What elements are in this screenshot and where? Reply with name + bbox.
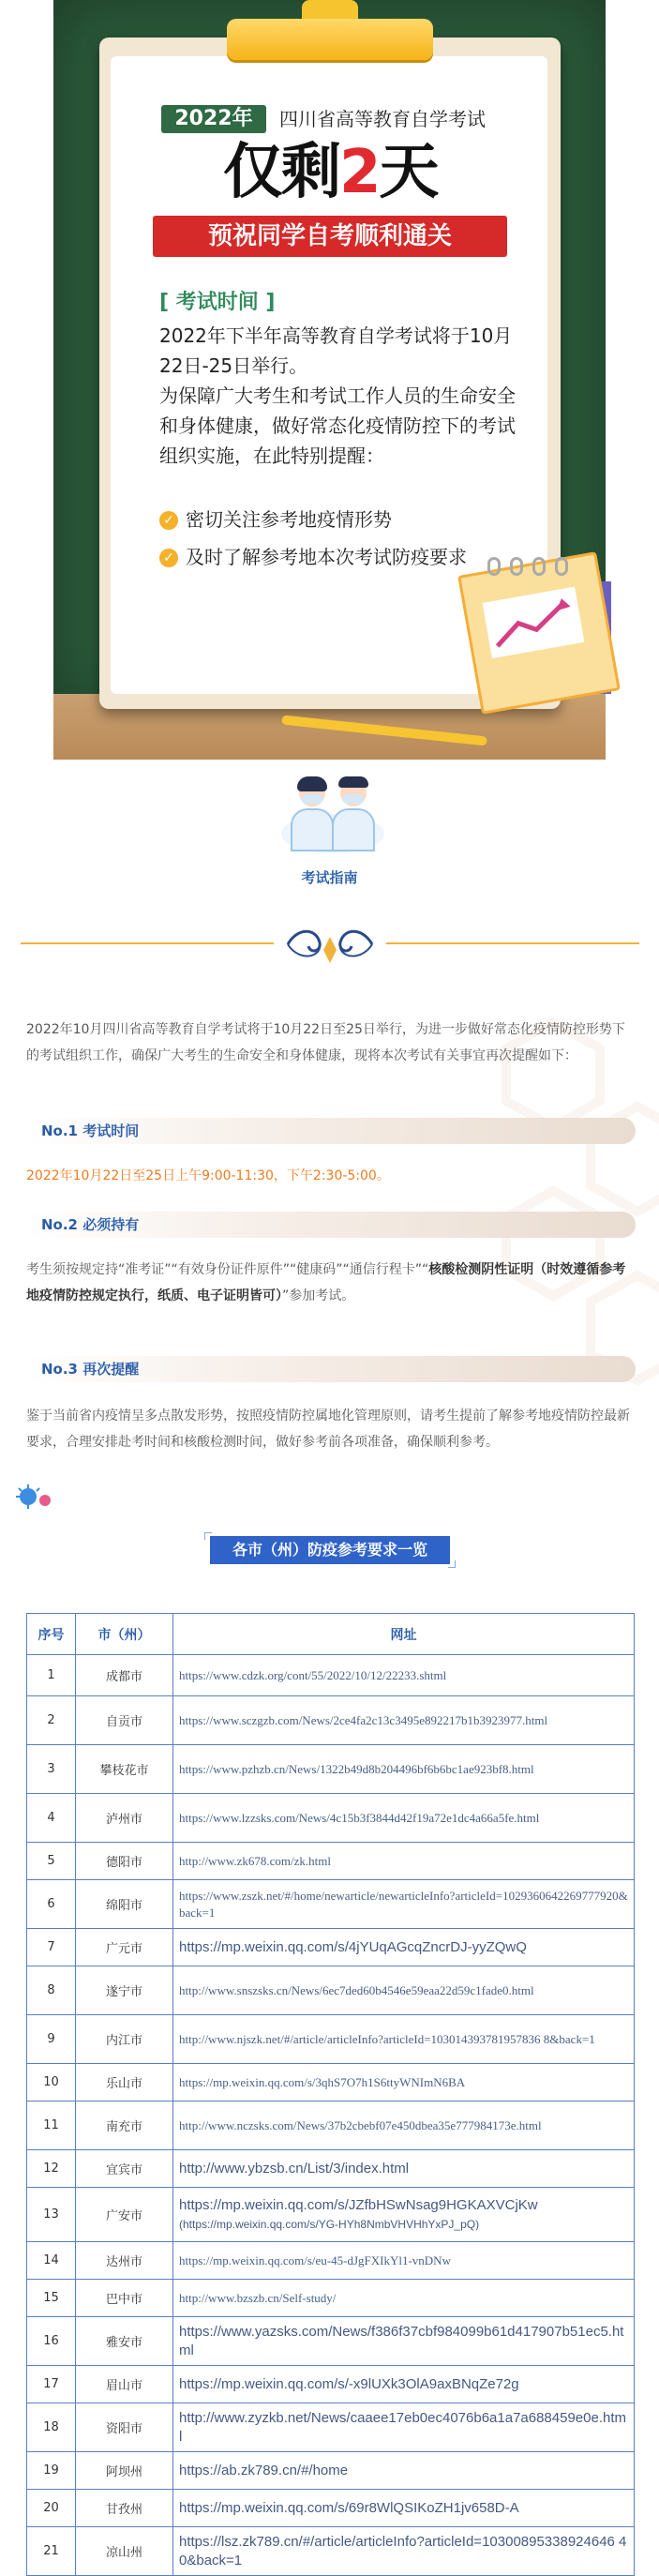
- countdown-prefix: 仅剩: [223, 138, 339, 207]
- row-url-link[interactable]: https://www.cdzk.org/cont/55/2022/10/12/22233.shtml: [179, 1667, 447, 1682]
- row-city: 眉山市: [76, 2366, 173, 2403]
- row-number: 13: [27, 2188, 76, 2242]
- table-row: [27, 1696, 635, 1745]
- section-label: No.3 再次提醒: [41, 1361, 140, 1378]
- row-url-link[interactable]: https://mp.weixin.qq.com/s/JZfbHSwNsag9HGKAXVCjKw: [179, 2196, 538, 2213]
- row-url-link[interactable]: http://www.snszsks.cn/News/6ec7ded60b4546e59eaa22d59c1fade0.html: [179, 1982, 534, 1997]
- header-city: 市（州）: [76, 1614, 173, 1655]
- row-url-alt-link[interactable]: (https://mp.weixin.qq.com/s/YG-HYh8NmbVHVHhYxPJ_pQ): [179, 2217, 480, 2231]
- intro-paragraph: 2022年10月四川省高等教育自学考试将于10月22日至25日举行，为进一步做好常态化疫情防控形势下的考试组织工作，确保广大考生的生命安全和身体健康，现将本次考试有关事宜再次提醒如下：: [26, 1022, 625, 1063]
- row-city: 泸州市: [76, 1794, 173, 1843]
- row-number: 1: [27, 1655, 76, 1696]
- row-number: 2: [27, 1696, 76, 1745]
- row-url-cell: [173, 2101, 635, 2150]
- row-url-cell: [173, 2015, 635, 2064]
- row-city: 德阳市: [76, 1843, 173, 1880]
- row-url-cell: [173, 2366, 635, 2403]
- row-url-cell: [173, 1696, 635, 1745]
- virus-icon: [15, 1482, 56, 1512]
- table-row: [27, 2366, 635, 2403]
- hero-paragraph-1: 2022年下半年高等教育自学考试将于10月22日-25日举行。: [159, 324, 513, 377]
- row-number: 10: [27, 2064, 76, 2101]
- row-url-link[interactable]: http://www.nczsks.com/News/37b2cbebf07e450dbea35e777984173e.html: [179, 2117, 542, 2132]
- row-number: 9: [27, 2015, 76, 2064]
- hero-paragraph-2: 为保障广大考生和考试工作人员的生命安全和身体健康，做好常态化疫情防控下的考试组织实施，在此特别提醒：: [159, 384, 516, 467]
- row-city: 达州市: [76, 2242, 173, 2280]
- row-number: 5: [27, 1843, 76, 1880]
- table-row: [27, 1843, 635, 1880]
- hero-org: 四川省高等教育自学考试: [279, 108, 486, 130]
- hero-poster: [0, 0, 659, 760]
- row-url-link[interactable]: https://mp.weixin.qq.com/s/69r8WlQSIKoZH1jv658D-A: [179, 2499, 519, 2516]
- row-number: 8: [27, 1966, 76, 2015]
- row-url-link[interactable]: http://www.ybzsb.cn/List/3/index.html: [179, 2160, 410, 2177]
- row-number: 12: [27, 2150, 76, 2188]
- header-url: 网址: [173, 1614, 635, 1655]
- table-row: [27, 1880, 635, 1929]
- ornament-divider: [21, 924, 639, 965]
- table-row: [27, 1794, 635, 1843]
- table-row: [27, 1966, 635, 2015]
- section-label: No.1 考试时间: [41, 1122, 140, 1139]
- bullet-text: 密切关注参考地疫情形势: [186, 508, 392, 531]
- row-city: 巴中市: [76, 2280, 173, 2317]
- row-url-cell: [173, 2188, 635, 2242]
- table-row: [27, 2452, 635, 2490]
- row-city: 成都市: [76, 1655, 173, 1696]
- row-url-cell: [173, 2490, 635, 2527]
- must-hold-highlight: 核酸检测阴性证明（时效遵循参考地疫情防控规定执行，纸质、电子证明皆可）: [26, 1262, 626, 1303]
- row-url-cell: [173, 1843, 635, 1880]
- row-url-link[interactable]: http://www.zyzkb.net/News/caaee17eb0ec4076b6a1a7a688459e0e.html: [179, 2409, 627, 2445]
- row-city: 攀枝花市: [76, 1745, 173, 1794]
- clipboard-clip: [227, 19, 433, 60]
- row-number: 18: [27, 2403, 76, 2452]
- row-number: 21: [27, 2527, 76, 2576]
- row-city: 乐山市: [76, 2064, 173, 2101]
- table-row: [27, 2064, 635, 2101]
- row-url-cell: [173, 1880, 635, 1929]
- section-bar-time: [26, 1118, 636, 1144]
- row-city: 广元市: [76, 1929, 173, 1966]
- table-row: [27, 2280, 635, 2317]
- check-icon: ✓: [159, 549, 178, 567]
- must-hold-paragraph: [26, 1257, 634, 1309]
- row-city: 遂宁市: [76, 1966, 173, 2015]
- row-url-link[interactable]: https://mp.weixin.qq.com/s/4jYUqAGcqZncrDJ-yyZQwQ: [179, 1938, 527, 1955]
- row-url-cell: [173, 1966, 635, 2015]
- row-url-cell: [173, 2242, 635, 2280]
- table-row: [27, 2527, 635, 2576]
- table-row: [27, 2188, 635, 2242]
- row-url-cell: [173, 2280, 635, 2317]
- row-number: 11: [27, 2101, 76, 2150]
- table-row: [27, 2150, 635, 2188]
- table-row: [27, 1655, 635, 1696]
- table-row: [27, 2101, 635, 2150]
- row-url-link[interactable]: https://www.zszk.net/#/home/newarticle/newarticleInfo?articleId=1029360642269777920&back=1: [179, 1888, 628, 1920]
- row-url-cell: [173, 1745, 635, 1794]
- row-url-link[interactable]: http://www.bzszb.cn/Self-study/: [179, 2290, 337, 2305]
- row-url-cell: [173, 2452, 635, 2490]
- doctors-illustration: [281, 778, 384, 853]
- header-no: 序号: [27, 1614, 76, 1655]
- row-url-cell: [173, 1794, 635, 1843]
- bullet-item: [159, 506, 392, 533]
- table-row: [27, 1929, 635, 1966]
- row-city: 阿坝州: [76, 2452, 173, 2490]
- row-number: 3: [27, 1745, 76, 1794]
- table-row: [27, 2242, 635, 2280]
- row-url-link[interactable]: https://mp.weixin.qq.com/s/-x9lUXk3OlA9axBNqZe72g: [179, 2375, 519, 2392]
- section-bar-must-hold: [26, 1212, 636, 1238]
- check-icon: ✓: [159, 511, 178, 530]
- doctor-female-icon: [291, 778, 334, 851]
- row-number: 17: [27, 2366, 76, 2403]
- bullet-item: [159, 544, 467, 570]
- year-badge: 2022年: [161, 105, 266, 133]
- row-url-link[interactable]: https://ab.zk789.cn/#/home: [179, 2462, 349, 2478]
- exam-time-text: 2022年10月22日至25日上午9:00-11:30，下午2:30-5:00。: [26, 1168, 390, 1183]
- row-url-link[interactable]: https://www.lzzsks.com/News/4c15b3f3844d42f19a72e1dc4a66a5fe.html: [179, 1810, 540, 1825]
- row-number: 14: [27, 2242, 76, 2280]
- notebook-chart-illustration: [457, 551, 621, 715]
- doctor-male-icon: [332, 778, 375, 851]
- row-city: 自贡市: [76, 1696, 173, 1745]
- table-row: [27, 2317, 635, 2366]
- guide-title: 考试指南: [301, 869, 358, 886]
- bullet-text: 及时了解参考地本次考试防疫要求: [186, 546, 467, 568]
- table-row: [27, 2403, 635, 2452]
- left-margin: [0, 0, 53, 760]
- row-number: 15: [27, 2280, 76, 2317]
- countdown-suffix: 天: [379, 138, 438, 207]
- table-header-row: [27, 1614, 635, 1655]
- row-city: 绵阳市: [76, 1880, 173, 1929]
- row-city: 南充市: [76, 2101, 173, 2150]
- table-row: [27, 1745, 635, 1794]
- row-url-cell: [173, 2150, 635, 2188]
- row-url-cell: [173, 2064, 635, 2101]
- must-hold-text: 考生须按规定持“准考证”“有效身份证件原件”“健康码”“通信行程卡”“: [26, 1262, 429, 1277]
- countdown-number: 2: [339, 138, 380, 207]
- row-url-link[interactable]: https://mp.weixin.qq.com/s/3qhS7O7h1S6ttyWNImN6BA: [179, 2074, 466, 2089]
- row-city: 广安市: [76, 2188, 173, 2242]
- table-title: 各市（州）防疫参考要求一览: [210, 1536, 450, 1564]
- row-number: 6: [27, 1880, 76, 1929]
- right-margin: [606, 0, 659, 760]
- row-number: 4: [27, 1794, 76, 1843]
- row-url-link[interactable]: http://www.njszk.net/#/article/articleInfo?articleId=103014393781957836 8&back=1: [179, 2031, 595, 2046]
- table-title-box: [204, 1532, 456, 1568]
- row-city: 凉山州: [76, 2527, 173, 2576]
- countdown-title: [223, 139, 438, 206]
- row-url-link[interactable]: https://lsz.zk789.cn/#/article/articleInfo?articleId=10300895338924646 40&back=1: [179, 2533, 627, 2568]
- ornament-swirl-icon: [278, 924, 382, 965]
- row-number: 19: [27, 2452, 76, 2490]
- city-requirements-table: [26, 1613, 635, 2576]
- reminder-paragraph: 鉴于当前省内疫情呈多点散发形势，按照疫情防控属地化管理原则，请考生提前了解参考地疫情防控最新要求，合理安排赴考时间和核酸检测时间，做好参考前各项准备，确保顺利参考。: [26, 1409, 630, 1450]
- row-city: 雅安市: [76, 2317, 173, 2366]
- exam-time-tag: [ 考试时间 ]: [159, 291, 276, 314]
- must-hold-text-end: ”参加考试。: [282, 1288, 355, 1303]
- row-url-cell: [173, 2527, 635, 2576]
- row-url-link[interactable]: http://www.zk678.com/zk.html: [179, 1853, 331, 1868]
- row-number: 7: [27, 1929, 76, 1966]
- row-city: 资阳市: [76, 2403, 173, 2452]
- row-url-link[interactable]: https://mp.weixin.qq.com/s/eu-45-dJgFXIkYl1-vnDNw: [179, 2252, 451, 2267]
- row-url-cell: [173, 1655, 635, 1696]
- row-url-cell: [173, 2403, 635, 2452]
- section-bar-reminder: [26, 1356, 636, 1382]
- row-number: 20: [27, 2490, 76, 2527]
- row-city: 内江市: [76, 2015, 173, 2064]
- row-url-link[interactable]: https://www.sczgzb.com/News/2ce4fa2c13c3495e892217b1b3923977.html: [179, 1712, 548, 1727]
- section-label: No.2 必须持有: [41, 1216, 140, 1233]
- row-url-link[interactable]: https://www.pzhzb.cn/News/1322b49d8b204496bf6b6bc1ae923bf8.html: [179, 1761, 534, 1776]
- row-url-link[interactable]: https://www.yazsks.com/News/f386f37cbf984099b61d417907b51ec5.html: [179, 2323, 624, 2358]
- row-number: 16: [27, 2317, 76, 2366]
- wish-banner: 预祝同学自考顺利通关: [153, 216, 507, 257]
- table-row: [27, 2490, 635, 2527]
- table-row: [27, 2015, 635, 2064]
- hero-paragraph: [159, 321, 516, 471]
- row-url-cell: [173, 1929, 635, 1966]
- notebook-rings: [487, 557, 600, 574]
- row-city: 宜宾市: [76, 2150, 173, 2188]
- row-url-cell: [173, 2317, 635, 2366]
- row-city: 甘孜州: [76, 2490, 173, 2527]
